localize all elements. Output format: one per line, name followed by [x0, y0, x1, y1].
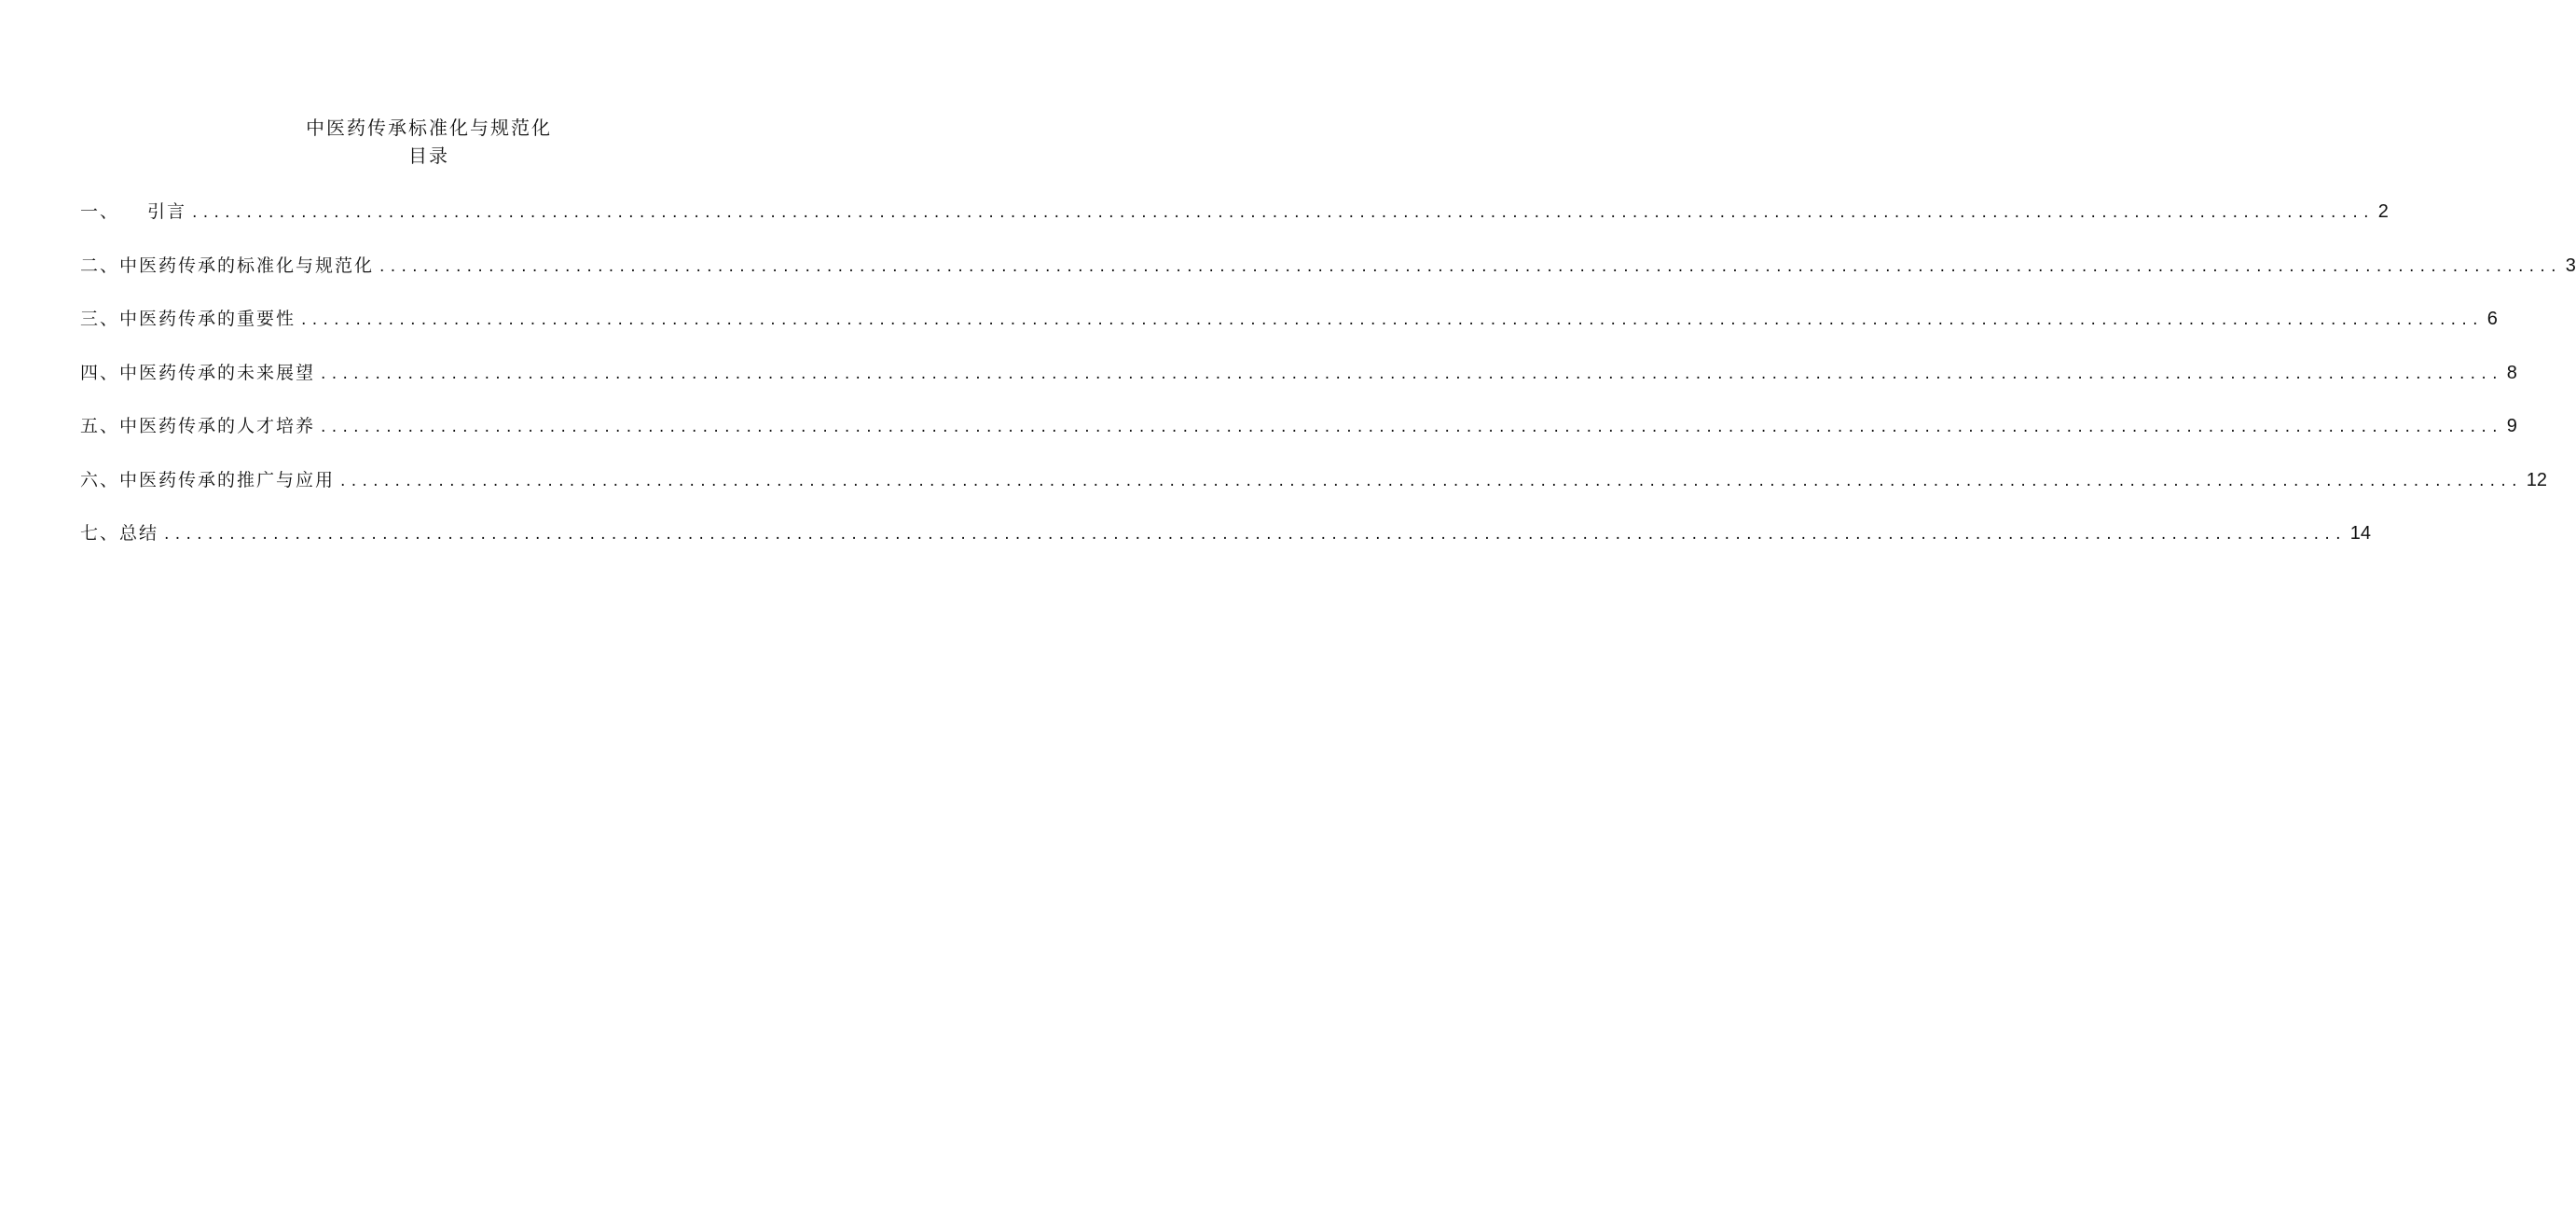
toc-entry-number: 一、 [80, 201, 120, 222]
toc-entry-promotion-application[interactable] [80, 466, 2548, 494]
toc-dot-leader: ........................................................................................................................................................................................................ [321, 418, 2503, 436]
toc-heading: 目录 [408, 145, 449, 167]
toc-entry-number: 七、 [80, 523, 120, 544]
toc-entry-label [80, 198, 186, 226]
toc-entry-standardization[interactable] [80, 252, 2576, 280]
toc-dot-leader: ........................................................................................................................................................................................................ [192, 203, 2375, 222]
toc-entry-title: 中医药传承的重要性 [119, 309, 296, 329]
toc-entry-number: 三、 [80, 309, 120, 329]
toc-entry-title: 引言 [147, 201, 187, 222]
toc-page-number: 2 [2377, 201, 2389, 222]
toc-entry-title: 总结 [119, 523, 159, 544]
toc-entry-future-outlook[interactable] [80, 359, 2517, 387]
table-of-contents [80, 198, 2576, 573]
document-title: 中医药传承标准化与规范化 [306, 117, 552, 139]
toc-entry-number: 四、 [80, 362, 120, 383]
toc-page-number: 6 [2486, 309, 2498, 329]
toc-page-number: 12 [2526, 469, 2548, 490]
toc-entry-label [80, 466, 335, 494]
toc-page-number: 14 [2349, 523, 2372, 544]
toc-entry-label [80, 305, 296, 333]
toc-entry-title: 中医药传承的推广与应用 [119, 469, 336, 490]
toc-entry-number: 二、 [80, 255, 120, 276]
toc-entry-title: 中医药传承的人才培养 [119, 416, 316, 436]
toc-entry-label [80, 412, 315, 440]
toc-dot-leader: ........................................................................................................................................................................................................ [321, 364, 2503, 383]
toc-entry-summary[interactable] [80, 519, 2372, 547]
toc-entry-number: 五、 [80, 416, 120, 436]
toc-dot-leader: ........................................................................................................................................................................................................ [164, 525, 2347, 544]
toc-entry-title: 中医药传承的标准化与规范化 [119, 255, 375, 276]
toc-entry-importance[interactable] [80, 305, 2498, 333]
toc-entry-label [80, 519, 158, 547]
toc-entry-label [80, 359, 315, 387]
toc-dot-leader: ........................................................................................................................................................................................................ [340, 471, 2523, 490]
toc-entry-introduction[interactable] [80, 198, 2389, 226]
toc-entry-number: 六、 [80, 469, 120, 490]
toc-entry-label [80, 252, 374, 280]
toc-page-number: 8 [2506, 362, 2517, 383]
toc-dot-leader: ........................................................................................................................................................................................................ [379, 256, 2562, 276]
toc-page-number: 3 [2565, 255, 2576, 276]
toc-entry-title: 中医药传承的未来展望 [119, 362, 316, 383]
toc-dot-leader: ........................................................................................................................................................................................................ [301, 310, 2484, 329]
toc-page-number: 9 [2506, 416, 2517, 436]
toc-entry-talent-cultivation[interactable] [80, 412, 2517, 440]
